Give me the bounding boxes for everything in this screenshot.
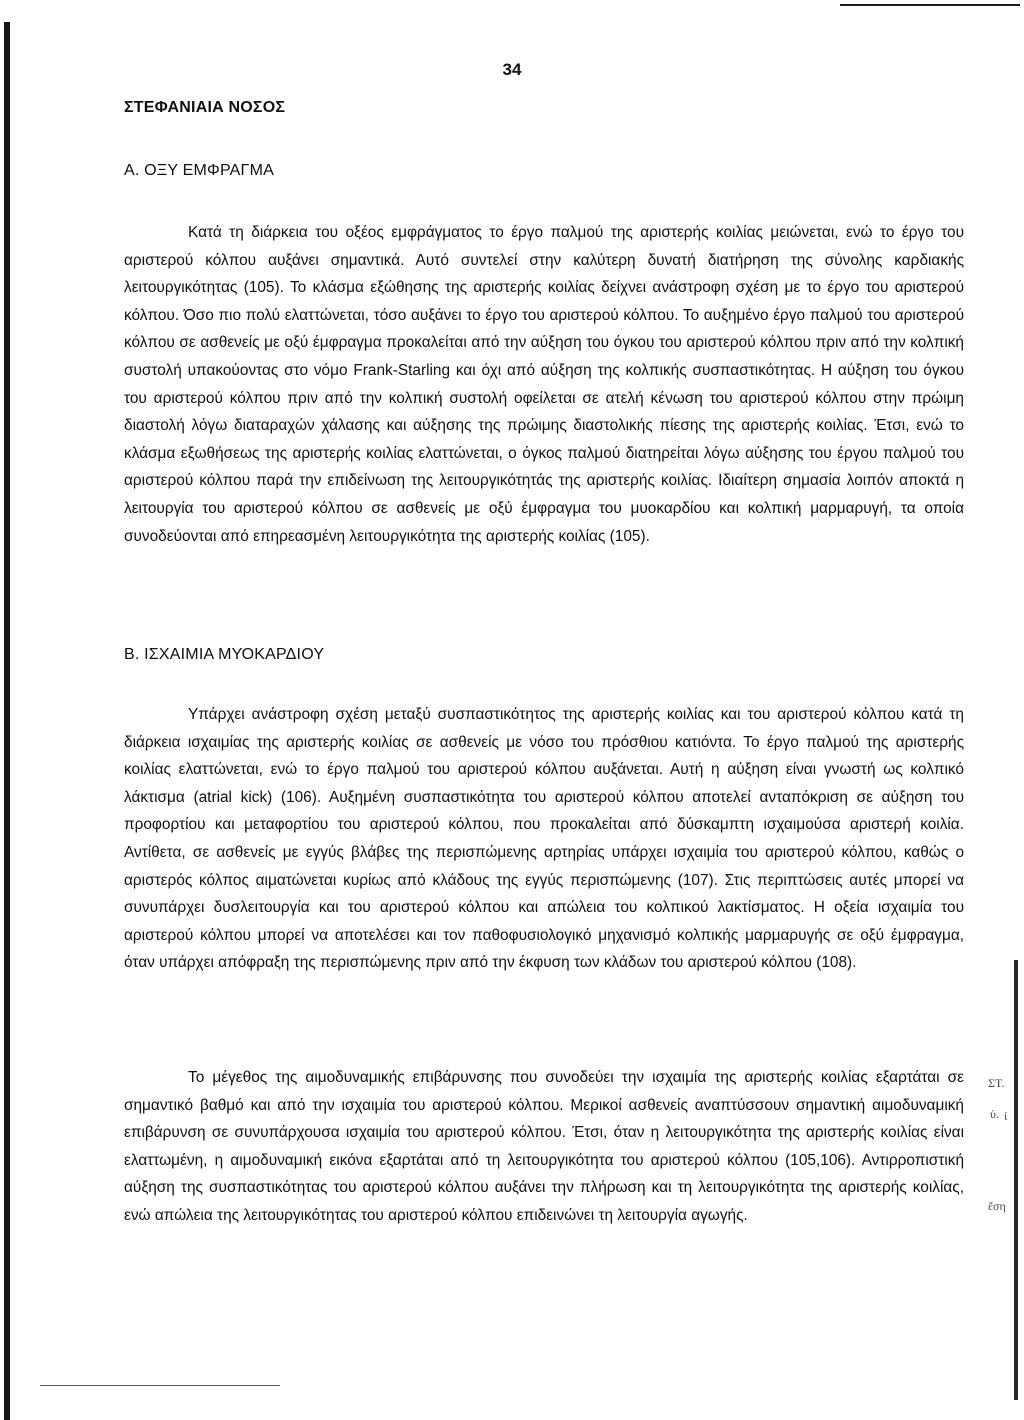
page-number: 34 — [502, 60, 522, 79]
scan-top-edge-rule — [840, 4, 1020, 6]
scan-left-edge-bar — [4, 22, 10, 1420]
margin-mark-4: ἔση — [988, 1199, 1006, 1213]
section-heading-a: Α. ΟΞΥ ΕΜΦΡΑΓΜΑ — [124, 162, 274, 179]
margin-mark-2: ὑ. — [990, 1107, 999, 1121]
margin-mark-1: ΣΤ. — [988, 1076, 1005, 1090]
running-head: ΣΤΕΦΑΝΙΑΙΑ ΝΟΣΟΣ — [124, 99, 286, 116]
paragraph-ischemia-2: Το μέγεθος της αιμοδυναμικής επιβάρυνσης που συνοδεύει την ισχαιμία της αριστερής κοιλίας εξαρτάται σε σημαντικό βαθμό και από την ισχαιμία του αριστερού κόλπου. Μερικοί ασθενείς αναπτύσσουν σημαντική αιμοδυναμική επιβάρυνση σε συνυπάρχουσα ισχαιμία του αριστερού κόλπου. Έτσι, όταν η λειτουργικότητα της αριστερής κοιλίας είναι ελαττωμένη, η αιμοδυναμική εικόνα εξαρτάται από τη λειτουργικότητα του αριστερού κόλπου (105,106). Αντιρροπιστική αύξηση της συσπαστικότητας του αριστερού κόλπου αυξάνει την πλήρωση και τη λειτουργικότητα της αριστερής κοιλίας, ενώ απώλεια της λειτουργικότητας του αριστερού κόλπου επιδεινώνει τη λειτουργία αγωγής. — [124, 1069, 964, 1224]
paragraph-acute-infarction: Κατά τη διάρκεια του οξέος εμφράγματος το έργο παλμού της αριστερής κοιλίας μειώνεται, ενώ το έργο του αριστερού κόλπου αυξάνει σημαντικά. Αυτό συντελεί στην καλύτερη δυνατή διατήρηση της σύνολης καρδιακής λειτουργικότητας (105). Το κλάσμα εξώθησης της αριστερής κοιλίας δείχνει ανάστροφη σχέση με το έργο του αριστερού κόλπου. Όσο πιο πολύ ελαττώνεται, τόσο αυξάνει το έργο του αριστερού κόλπου. Το αυξημένο έργο παλμού του αριστερού κόλπου σε ασθενείς με οξύ έμφραγμα προκαλείται από την αύξηση του όγκου του αριστερού κόλπου πριν από την κολπική συστολή υπακούοντας στο νόμο Frank-Starling και όχι από αύξηση της κολπικής συσπαστικότητας. Η αύξηση του όγκου του αριστερού κόλπου πριν από την κολπική συστολή οφείλεται σε ατελή κένωση του αριστερού κόλπου στην πρώιμη διαστολή λόγω διαταραχών χάλασης και αύξησης της πρώιμης διαστολικής πίεσης της αριστερής κοιλίας. Έτσι, ενώ το κλάσμα εξωθήσεως της αριστερής κοιλίας ελαττώνεται, ο όγκος παλμού διατηρείται λόγω αύξησης του έργου παλμού του αριστερού κόλπου παρά την επιδείνωση της λειτουργικότητάς της αριστερής κοιλίας. Ιδιαίτερη σημασία λοιπόν αποκτά η λειτουργία του αριστερού κόλπου σε ασθενείς με οξύ έμφραγμα του μυοκαρδίου και κολπική μαρμαρυγή, τα οποία συνοδεύονται από επηρεασμένη λειτουργικότητα της αριστερής κοιλίας (105). — [124, 224, 964, 545]
paragraph-ischemia-1: Υπάρχει ανάστροφη σχέση μεταξύ συσπαστικότητος της αριστερής κοιλίας και του αριστερού κόλπου κατά τη διάρκεια ισχαιμίας της αριστερής κοιλίας σε ασθενείς με νόσο του πρόσθιου κατιόντα. Το έργο παλμού της αριστερής κοιλίας ελαττώνεται, ενώ το έργο παλμού του αριστερού κόλπου αυξάνεται. Αυτή η αύξηση είναι γνωστή ως κολπικό λάκτισμα (atrial kick) (106). Αυξημένη συσπαστικότητα του αριστερού κόλπου αποτελεί ανταπόκριση σε αύξηση του προφορτίου και μεταφορτίου του αριστερού κόλπου, που προκαλείται από δύσκαμπτη ισχαιμούσα αριστερή κοιλία. Αντίθετα, σε ασθενείς με εγγύς βλάβες της περισπώμενης αρτηρίας υπάρχει ισχαιμία του αριστερού κόλπου, καθώς ο αριστερός κόλπος αιματώνεται κυρίως από κλάδους της εγγύς περισπώμενης (107). Στις περιπτώσεις αυτές μπορεί να συνυπάρχει δυσλειτουργία και του αριστερού κόλπου και απώλεια του κολπικού λακτίσματος. Η οξεία ισχαιμία του αριστερού κόλπου μπορεί να αποτελέσει και τον παθοφυσιολογικό μηχανισμό κολπικής μαρμαρυγής σε οξύ έμφραγμα, όταν υπάρχει απόφραξη της περισπώμενης πριν από την έκφυση των κλάδων του αριστερού κόλπου (108). — [124, 706, 964, 972]
scan-bottom-line — [40, 1385, 280, 1386]
scan-right-edge-bar — [1014, 960, 1018, 1400]
margin-mark-3: ί — [1004, 1109, 1008, 1123]
section-heading-b: Β. ΙΣΧΑΙΜΙΑ ΜΥΟΚΑΡΔΙΟΥ — [124, 646, 325, 663]
